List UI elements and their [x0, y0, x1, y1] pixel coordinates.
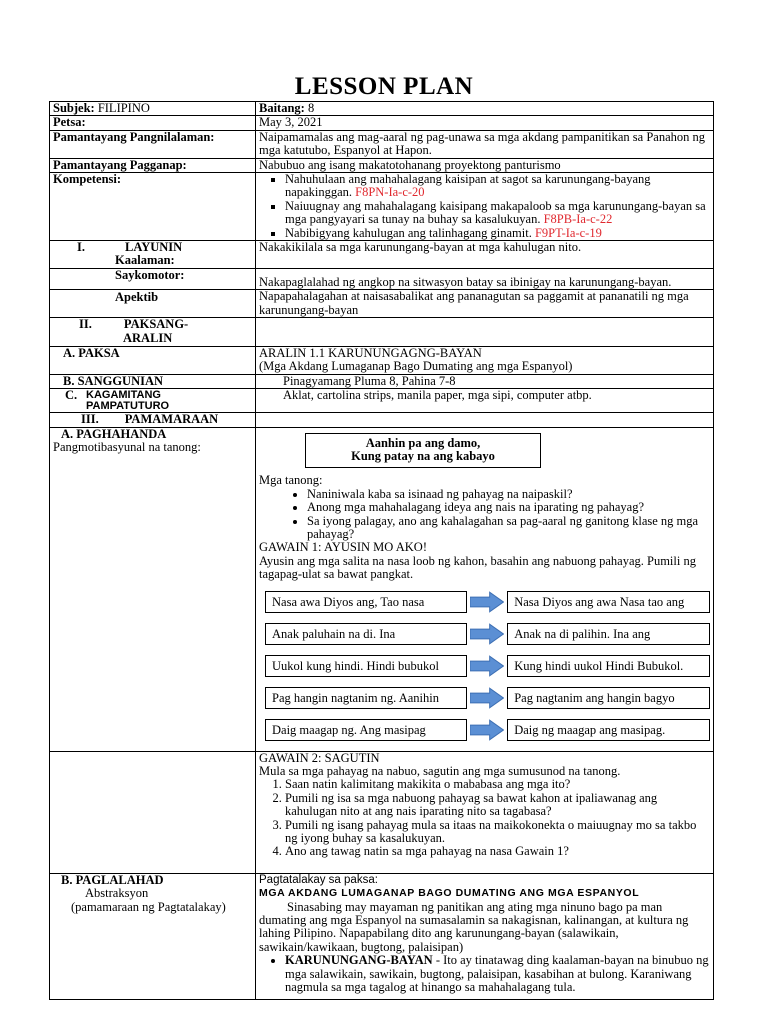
- page-title: LESSON PLAN: [294, 73, 474, 100]
- sanggunian-label: B. SANGGUNIAN: [63, 373, 164, 388]
- date-row: [50, 116, 714, 130]
- competency-code: F8PN-Ia-c-20: [355, 185, 425, 200]
- quote-line-1: Aanhin pa ang damo,: [365, 435, 481, 450]
- competency-code: F8PB-Ia-c-22: [543, 212, 613, 227]
- tanong-item: • Naniniwala kaba sa isinaad ng pahayag na naipaskil?: [307, 488, 710, 501]
- paksang-aralin-row: [50, 318, 714, 347]
- paglalahad-sub-1: Abstraksyon: [85, 886, 149, 901]
- subject-row: [50, 102, 714, 116]
- competency-label: Kompetensi:: [50, 173, 256, 241]
- gawain2-question: 4. Ano ang tawag natin sa mga pahayag na nasa Gawain 1?: [285, 845, 710, 858]
- word-pair: [259, 654, 710, 679]
- karunungang-bayan-term: KARUNUNGANG-BAYAN: [285, 953, 433, 968]
- word-pair: [259, 622, 710, 647]
- pamamaraan-num: III.: [81, 412, 99, 427]
- paglalahad-row: [50, 873, 714, 999]
- akda-paragraph: Sinasabing may mayaman ng panitikan ang ating mga ninuno bago pa man dumating ang mga Espanyol na sumasalamin sa nakagisnan, kalinangan, at kultura ng lahing Pilipino. Napapabilang dito ang karunungang-bayan (salawikain, sawikain/kawikaan, bugtong, palaisipan): [259, 899, 689, 954]
- answer-box: Daig ng maagap ang masipag.: [507, 719, 710, 741]
- grade-value: 8: [304, 101, 315, 115]
- layunin-num: I.: [77, 240, 85, 255]
- performance-standard-value: Nabubuo ang isang makatotohanang proyektong panturismo: [256, 158, 714, 172]
- tanong-item: • Sa iyong palagay, ano ang kahalagahan sa pag-aaral ng ganitong klase ng mga pahayag?: [307, 515, 710, 542]
- tanong-list: [259, 488, 710, 542]
- paksang-aralin-label-1: PAKSANG-: [123, 317, 189, 332]
- arrow-right-icon: [470, 719, 504, 741]
- answer-box: Nasa Diyos ang awa Nasa tao ang: [507, 591, 710, 613]
- paglalahad-label: B. PAGLALAHAD: [61, 872, 164, 887]
- grade-label: Baitang:: [259, 101, 305, 115]
- content-standard-value: Naipamamalas ang mag-aaral ng pag-unawa sa mga akdang pampanitikan sa Panahon ng mga katutubo, Espanyol at Hapon.: [256, 130, 714, 158]
- pamamaraan-row: [50, 413, 714, 427]
- paksa-subtitle: (Mga Akdang Lumaganap Bago Dumating ang mga Espanyol): [259, 359, 573, 374]
- gawain2-question: 3. Pumili ng isang pahayag mula sa itaas na maikokonekta o maiuugnay mo sa takbo ng iyong buhay sa kasalukuyan.: [285, 819, 710, 846]
- lesson-plan-table: [49, 101, 714, 1000]
- arrow-right-icon: [470, 687, 504, 709]
- performance-standard-row: [50, 158, 714, 172]
- kagamitan-label-1: KAGAMITANG: [86, 389, 161, 402]
- gawain1-title: GAWAIN 1: AYUSIN MO AKO!: [259, 540, 427, 555]
- paksa-row: [50, 346, 714, 374]
- subject-value: FILIPINO: [94, 101, 150, 115]
- apektib-label: Apektib: [115, 290, 159, 305]
- scrambled-box: Pag hangin nagtanim ng. Aanihin: [265, 687, 467, 709]
- paksang-aralin-num: II.: [79, 317, 92, 332]
- competency-code: F9PT-Ia-c-19: [534, 225, 602, 240]
- arrow-right-icon: [470, 591, 504, 613]
- kaalaman-label: Kaalaman:: [115, 253, 175, 268]
- answer-box: Anak na di palihin. Ina ang: [507, 623, 710, 645]
- word-pair: [259, 590, 710, 615]
- date-label: Petsa:: [50, 116, 256, 130]
- quote-box: [305, 433, 541, 469]
- layunin-label: LAYUNIN: [125, 240, 183, 255]
- gawain1-pairs: [259, 590, 710, 743]
- karunungang-bayan-item: [285, 954, 710, 994]
- scrambled-box: Daig maagap ng. Ang masipag: [265, 719, 467, 741]
- scrambled-box: Uukol kung hindi. Hindi bubukol: [265, 655, 467, 677]
- paksa-label: A. PAKSA: [63, 345, 120, 360]
- date-value: May 3, 2021: [256, 116, 714, 130]
- quote-line-2: Kung patay na ang kabayo: [351, 448, 495, 463]
- paghahanda-row: [50, 427, 714, 751]
- arrow-right-icon: [470, 623, 504, 645]
- gawain2-title: GAWAIN 2: SAGUTIN: [259, 750, 380, 765]
- paghahanda-sub: Pangmotibasyunal na tanong:: [53, 439, 201, 454]
- sanggunian-row: [50, 374, 714, 388]
- gawain2-row: [50, 751, 714, 873]
- apektib-value: Napapahalagahan at naisasabalikat ang pananagutan sa paggamit at pananatili ng mga karunungang-bayan: [256, 290, 714, 318]
- paksang-aralin-label-2: ARALIN: [123, 330, 173, 345]
- gawain2-instructions: Mula sa mga pahayag na nabuo, sagutin ang mga sumusunod na tanong.: [259, 764, 621, 778]
- sanggunian-value: Pinagyamang Pluma 8, Pahina 7-8: [283, 373, 456, 388]
- karunungang-bayan-def: - Ito ay tinatawag ding kaalaman-bayan na binubuo ng mga salawikain, sawikain, bugtong, palaisipan, kasabihan at bulong. Karaniwang nagmula sa mga tagalog at hinango sa mahahalagang tula.: [285, 953, 709, 995]
- gawain1-instructions: Ayusin ang mga salita na nasa loob ng kahon, basahin ang nabuong pahayag. Pumili ng tagapag-ulat sa bawat pangkat.: [259, 553, 696, 582]
- word-pair: [259, 686, 710, 711]
- layunin-kaalaman-row: [50, 241, 714, 269]
- pamamaraan-label: PAMAMARAAN: [124, 412, 219, 427]
- tanong-item: • Anong mga mahahalagang ideya ang nais na iparating ng pahayag?: [307, 501, 710, 514]
- saykomotor-row: [50, 268, 714, 289]
- paksa-title: ARALIN 1.1 KARUNUNGAGNG-BAYAN: [259, 345, 482, 360]
- pagtatalakay-label: Pagtatalakay sa paksa:: [259, 873, 378, 886]
- performance-standard-label: Pamantayang Pagganap:: [50, 158, 256, 172]
- competency-item: ▪ Nabibigyang kahulugan ang talinhagang ginamit. F9PT-Ia-c-19: [285, 227, 710, 240]
- saykomotor-label: Saykomotor:: [115, 267, 185, 282]
- kagamitan-row: [50, 389, 714, 413]
- scrambled-box: Anak paluhain na di. Ina: [265, 623, 467, 645]
- paglalahad-sub-2: (pamamaraan ng Pagtatalakay): [71, 899, 226, 914]
- answer-box: Pag nagtanim ang hangin bagyo: [507, 687, 710, 709]
- kagamitan-value: Aklat, cartolina strips, manila paper, mga sipi, computer atbp.: [283, 388, 592, 403]
- competency-item: ▪ Nahuhulaan ang mahahalagang kaisipan at sagot sa karunungang-bayang napakinggan. F8PN-Ia-c-20: [285, 173, 710, 200]
- answer-box: Kung hindi uukol Hindi Bubukol.: [507, 655, 710, 677]
- kaalaman-value: Nakakikilala sa mga karunungang-bayan at mga kahulugan nito.: [256, 241, 714, 269]
- scrambled-box: Nasa awa Diyos ang, Tao nasa: [265, 591, 467, 613]
- gawain2-question: 2. Pumili ng isa sa mga nabuong pahayag sa bawat kahon at ipaliawanag ang kahulugan nito at ang nais iparating nito sa tagabasa?: [285, 792, 710, 819]
- competency-row: [50, 173, 714, 241]
- gawain2-question: 1. Saan natin kalimitang makikita o mababasa ang mga ito?: [285, 778, 710, 791]
- word-pair: [259, 718, 710, 743]
- apektib-row: [50, 290, 714, 318]
- content-standard-label: Pamantayang Pangnilalaman:: [50, 130, 256, 158]
- karunungang-bayan-list: [259, 954, 710, 994]
- content-standard-row: [50, 130, 714, 158]
- akda-title: MGA AKDANG LUMAGANAP BAGO DUMATING ANG MGA ESPANYOL: [259, 887, 640, 900]
- tanong-label: Mga tanong:: [259, 473, 323, 488]
- paghahanda-label: A. PAGHAHANDA: [61, 426, 167, 441]
- kagamitan-label-2: PAMPATUTURO: [86, 400, 170, 413]
- subject-label: Subjek:: [53, 101, 95, 115]
- gawain2-questions: [259, 778, 710, 858]
- kagamitan-letter: C.: [65, 388, 78, 403]
- competency-list: [259, 173, 710, 240]
- competency-item: ▪ Naiuugnay ang mahahalagang kaisipang makapaloob sa mga karunungang-bayan sa mga pangyayari sa tunay na buhay sa kasalukuyan. F8PB-Ia-c-22: [285, 200, 710, 227]
- arrow-right-icon: [470, 655, 504, 677]
- saykomotor-value: Nakapaglalahad ng angkop na sitwasyon batay sa ibinigay na karunungang-bayan.: [259, 274, 672, 289]
